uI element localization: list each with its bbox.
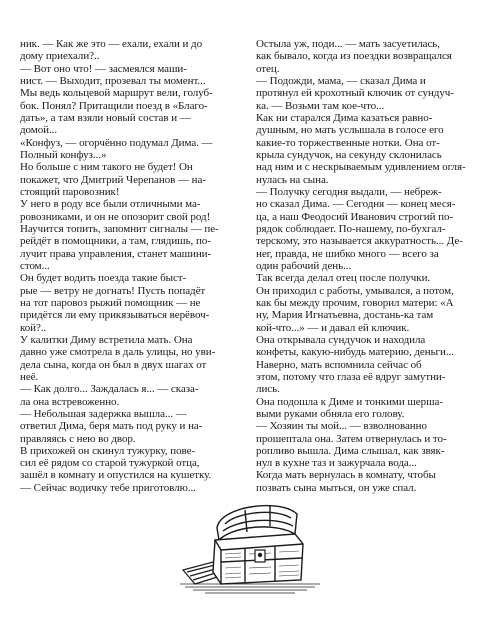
right-column-line: — Подожди, мама, — сказал Дима и [256,74,426,87]
left-column-line: У него в роду все были отличными ма- [20,198,201,211]
right-column-line: один рабочий день... [256,259,352,272]
left-column-line: «Конфуз, — огорчённо подумал Дима. — [20,136,213,149]
left-column-line: кой?.. [20,321,47,334]
right-column-line: Как ни старался Дима казаться равно- [256,111,433,124]
right-column-line: выми руками обняла его голову. [256,407,405,420]
left-column-line: В прихожей он скинул тужурку, пове- [20,444,196,457]
left-column-line: правляясь с нею во двор. [20,432,136,445]
left-column-line: лучит права управления, станет машини- [20,247,212,260]
left-column-line: — Небольшая задержка вышла... — [20,407,187,420]
left-column-line: — Сейчас водичку тебе приготовлю... [20,481,196,494]
left-column-line: — Как долго... Заждалась я... — сказа- [20,383,199,396]
left-column-line: сил её рядом со старой тужуркой отца, [20,457,200,470]
left-column-line: Полный конфуз...» [20,148,107,161]
right-column-line: но сказал Дима. — Сегодня — конец меся- [256,198,456,211]
right-column-line: нег, правда, не шибко много — всего за [256,247,439,260]
right-column-line: этом, потому что глаза её вдруг замутни- [256,370,446,383]
left-column-line: дела сына, когда он был в двух шагах от [20,358,207,371]
right-column-line: позвать сына мыться, он уже спал. [256,481,417,494]
left-column-line: Мы ведь кольцевой маршрут вели, голуб- [20,87,213,100]
right-column-line: Она открывала сундучок и находила [256,333,426,346]
left-column-line: нист. — Выходит, прозевал ты момент... [20,74,206,87]
treasure-chest-illustration [175,488,325,598]
right-column-line: как бы между прочим, говорил матери: «А [256,296,454,309]
right-column-line: — Хозяин ты мой... — взволнованно [256,420,427,433]
left-column-line: придётся ли ему прикязываться верёвоч- [20,309,210,322]
left-column-line: дать», а там взяли новый состав и — [20,111,191,124]
left-column-line: дому приехали?.. [20,50,100,63]
right-column-line: ну, Мария Игнатьевна, достань-ка там [256,309,434,322]
right-column-line: лись. [256,383,280,396]
right-column-line: душным, но мать услышала в голосе его [256,124,444,137]
right-column-line: Он приходил с работы, умывался, а потом, [256,284,454,297]
right-column-line: терскому, это называется аккуратность... Де- [256,235,463,248]
left-column-line: бок. Понял? Притащили поезд в «Благо- [20,99,208,112]
left-column-line: Но больше с ним такого не будет! Он [20,161,193,174]
right-column-line: рядок соблюдает. По-нашему, по-бухгал- [256,222,446,235]
left-column-line: рые — ветру не догнать! Пусть попадёт [20,284,206,297]
left-column-line: зашёл в комнату и опустился на кушетку. [20,469,212,482]
right-column-line: ропливо вышла. Дима слышал, как звяк- [256,444,445,457]
right-column-line: над ним и с нескрываемым удивлением огля- [256,161,466,174]
right-column-line: прошептала она. Затем отвернулась и то- [256,432,447,445]
right-column-line: конфеты, какую-нибудь материю, деньги... [256,346,454,359]
right-column-line: отец. [256,62,280,75]
left-column-line: покажет, что Дмитрий Черепанов — на- [20,173,206,186]
left-column-line: стоящий паровозник! [20,185,120,198]
right-column-line: нулась на сына. [256,173,329,186]
right-column-line: крыла сундучок, на секунду склонилась [256,148,442,161]
left-column-line: ник. — Как же это — ехали, ехали и до [20,38,203,50]
right-column-line: нул в кухне таз и зажурчала вода... [256,457,417,470]
chest-lock [255,550,265,562]
right-column-line: ца, а наш Феодосий Иванович строгий по- [256,210,454,223]
left-column-line: рейдёт в помощники, а там, глядишь, по- [20,235,211,248]
left-column-line: домой... [20,124,58,137]
left-column-line: стом... [20,259,50,272]
left-column-line: ответил Дима, беря мать под руку и на- [20,420,203,433]
right-column-line: — Получку сегодня выдали, — небреж- [256,185,442,198]
right-text-column [256,38,484,494]
left-column-line: Научится топить, запомнит сигналы — пе- [20,222,219,235]
left-column-line: ла она встревоженно. [20,395,120,408]
right-column-line: Когда мать вернулась в комнату, чтобы [256,469,436,482]
left-column-line: Он будет водить поезда такие быст- [20,272,187,285]
right-column-line: протянул ей крохотный ключик от сундуч- [256,87,454,100]
right-column-line: Остыла уж, поди... — мать засуетилась, [256,38,440,50]
right-column-line: Так всегда делал отец после получки. [256,272,431,285]
left-column-line: — Вот оно что! — засмеялся маши- [20,62,187,75]
left-column-line: У калитки Диму встретила мать. Она [20,333,193,346]
right-column-line: кой-что...» — и давал ей ключик. [256,321,410,334]
right-column-line: Она подошла к Диме и тонкими шерша- [256,395,443,408]
left-column-line: ровозниками, и он не опозорит свой род! [20,210,211,223]
right-column-line: Наверно, мать вспомнила сейчас об [256,358,422,371]
right-column-line: как бывало, когда из поездки возвращался [256,50,452,63]
left-column-line: давно уже смотрела в даль улицы, но уви- [20,346,216,359]
right-column-line: какие-то торжественные нотки. Она от- [256,136,440,149]
right-column-line: ка. — Возьми там кое-что... [256,99,385,112]
left-column-line: неё. [20,370,39,383]
left-text-column [20,38,248,494]
left-column-line: на тот паровоз рыжий помощник — не [20,296,201,309]
